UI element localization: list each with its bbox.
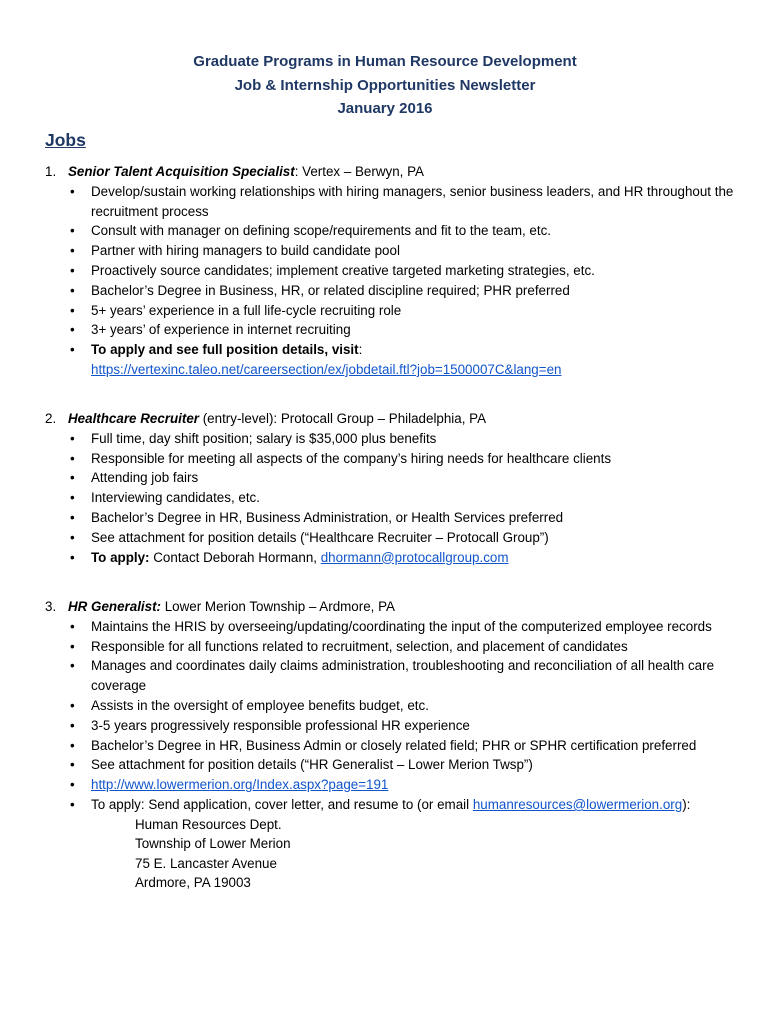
list-item xyxy=(45,716,745,736)
bullet-icon: • xyxy=(70,470,75,486)
bullet-text: Responsible for all functions related to recruitment, selection, and placement of candidates xyxy=(91,638,628,654)
bullet-icon: • xyxy=(70,223,75,239)
header-program: Graduate Programs in Human Resource Development xyxy=(193,53,577,70)
apply-separator: : xyxy=(358,342,363,358)
address-line: Ardmore, PA 19003 xyxy=(135,874,251,890)
list-item xyxy=(45,617,745,637)
bullet-text: Proactively source candidates; implement creative targeted marketing strategies, etc. xyxy=(91,262,595,278)
bullet-text: Bachelor’s Degree in HR, Business Administration, or Health Services preferred xyxy=(91,509,564,525)
township-website-link[interactable]: http://www.lowermerion.org/Index.aspx?page=191 xyxy=(91,777,389,793)
job-1-heading xyxy=(45,162,745,182)
bullet-text: Assists in the oversight of employee benefits budget, etc. xyxy=(91,697,429,713)
job-title: Healthcare Recruiter xyxy=(68,411,199,426)
bullet-icon: • xyxy=(70,490,75,506)
bullet-icon: • xyxy=(70,282,75,298)
bullet-text: Partner with hiring managers to build candidate pool xyxy=(91,243,400,259)
job-employer: Lower Merion Township – Ardmore, PA xyxy=(161,599,395,614)
bullet-text: Bachelor’s Degree in Business, HR, or related discipline required; PHR preferred xyxy=(91,282,570,298)
apply-email-link[interactable]: dhormann@protocallgroup.com xyxy=(320,549,509,565)
list-item xyxy=(45,656,745,696)
bullet-text: Attending job fairs xyxy=(91,470,199,486)
bullet-text: Interviewing candidates, etc. xyxy=(91,490,260,506)
address-line: 75 E. Lancaster Avenue xyxy=(135,855,277,871)
bullet-icon: • xyxy=(70,549,75,565)
bullet-text: Manages and coordinates daily claims administration, troubleshooting and reconciliation of all health care coverage xyxy=(91,658,715,694)
job-employer: : Vertex – Berwyn, PA xyxy=(294,164,424,179)
apply-label: To apply and see full position details, visit xyxy=(91,342,359,358)
list-item xyxy=(45,320,745,340)
list-item xyxy=(45,261,745,281)
bullet-text: See attachment for position details (“Healthcare Recruiter – Protocall Group”) xyxy=(91,529,549,545)
bullet-text: 3-5 years progressively responsible professional HR experience xyxy=(91,717,470,733)
job-title: HR Generalist: xyxy=(68,599,162,614)
bullet-text: See attachment for position details (“HR Generalist – Lower Merion Twsp”) xyxy=(91,757,533,773)
list-item xyxy=(45,301,745,321)
list-item xyxy=(45,508,745,528)
bullet-icon: • xyxy=(70,183,75,199)
job-3 xyxy=(45,597,745,892)
address-line: Human Resources Dept. xyxy=(135,816,282,832)
apply-close: ): xyxy=(682,796,691,812)
job-employer: (entry-level): Protocall Group – Philadelphia, PA xyxy=(199,411,487,426)
list-item-apply xyxy=(45,795,745,815)
bullet-icon: • xyxy=(70,450,75,466)
section-title-jobs: Jobs xyxy=(45,130,86,150)
apply-link[interactable]: https://vertexinc.taleo.net/careersection/ex/jobdetail.ftl?job=1500007C&lang=en xyxy=(91,361,562,377)
bullet-text: Develop/sustain working relationships with hiring managers, senior business leaders, and HR throughout the recruitment process xyxy=(91,183,734,219)
bullet-icon: • xyxy=(70,777,75,793)
bullet-icon: • xyxy=(70,243,75,259)
bullet-text: Full time, day shift position; salary is $35,000 plus benefits xyxy=(91,430,437,446)
list-item xyxy=(45,221,745,241)
bullet-text: Responsible for meeting all aspects of the company’s hiring needs for healthcare clients xyxy=(91,450,612,466)
bullet-icon: • xyxy=(70,509,75,525)
bullet-icon: • xyxy=(70,262,75,278)
apply-text: To apply: Send application, cover letter, and resume to (or email xyxy=(91,796,473,812)
bullet-text: Maintains the HRIS by overseeing/updating/coordinating the input of the computerized employee records xyxy=(91,618,712,634)
job-3-bullets xyxy=(45,617,745,815)
apply-label: To apply: xyxy=(91,549,150,565)
bullet-icon: • xyxy=(70,796,75,812)
list-item xyxy=(45,468,745,488)
bullet-icon: • xyxy=(70,697,75,713)
list-item xyxy=(45,637,745,657)
list-item xyxy=(45,449,745,469)
list-item xyxy=(45,755,745,775)
bullet-icon: • xyxy=(70,322,75,338)
job-1 xyxy=(45,162,745,380)
list-item-link xyxy=(45,775,745,795)
header-date: January 2016 xyxy=(337,100,433,117)
job-title: Senior Talent Acquisition Specialist xyxy=(68,164,295,179)
list-item xyxy=(45,736,745,756)
bullet-icon: • xyxy=(70,658,75,674)
bullet-text: Consult with manager on defining scope/requirements and fit to the team, etc. xyxy=(91,223,552,239)
address-line: Township of Lower Merion xyxy=(135,836,291,852)
list-item xyxy=(45,696,745,716)
list-item-apply xyxy=(45,548,745,568)
job-number: 2. xyxy=(45,411,57,426)
bullet-text: Bachelor’s Degree in HR, Business Admin or closely related field; PHR or SPHR certification preferred xyxy=(91,737,697,753)
job-1-bullets xyxy=(45,182,745,380)
job-3-heading xyxy=(45,597,745,617)
newsletter-header xyxy=(0,50,770,121)
bullet-text: 5+ years’ experience in a full life-cycle recruiting role xyxy=(91,302,402,318)
header-newsletter: Job & Internship Opportunities Newsletter xyxy=(234,76,536,94)
job-2 xyxy=(45,409,745,567)
job-number: 1. xyxy=(45,164,57,179)
bullet-icon: • xyxy=(70,302,75,318)
apply-email-link[interactable]: humanresources@lowermerion.org xyxy=(472,796,683,812)
list-item xyxy=(45,528,745,548)
bullet-icon: • xyxy=(70,430,75,446)
list-item-apply xyxy=(45,340,745,380)
bullet-icon: • xyxy=(70,529,75,545)
mailing-address xyxy=(45,815,745,893)
list-item xyxy=(45,241,745,261)
job-2-heading xyxy=(45,409,745,429)
job-number: 3. xyxy=(45,599,57,614)
list-item xyxy=(45,281,745,301)
bullet-text: 3+ years’ of experience in internet recruiting xyxy=(91,322,351,338)
bullet-icon: • xyxy=(70,757,75,773)
bullet-icon: • xyxy=(70,638,75,654)
list-item xyxy=(45,182,745,222)
bullet-icon: • xyxy=(70,717,75,733)
apply-text: Contact Deborah Hormann, xyxy=(149,549,321,565)
bullet-icon: • xyxy=(70,342,75,358)
job-2-bullets xyxy=(45,429,745,568)
list-item xyxy=(45,488,745,508)
list-item xyxy=(45,429,745,449)
bullet-icon: • xyxy=(70,737,75,753)
bullet-icon: • xyxy=(70,618,75,634)
